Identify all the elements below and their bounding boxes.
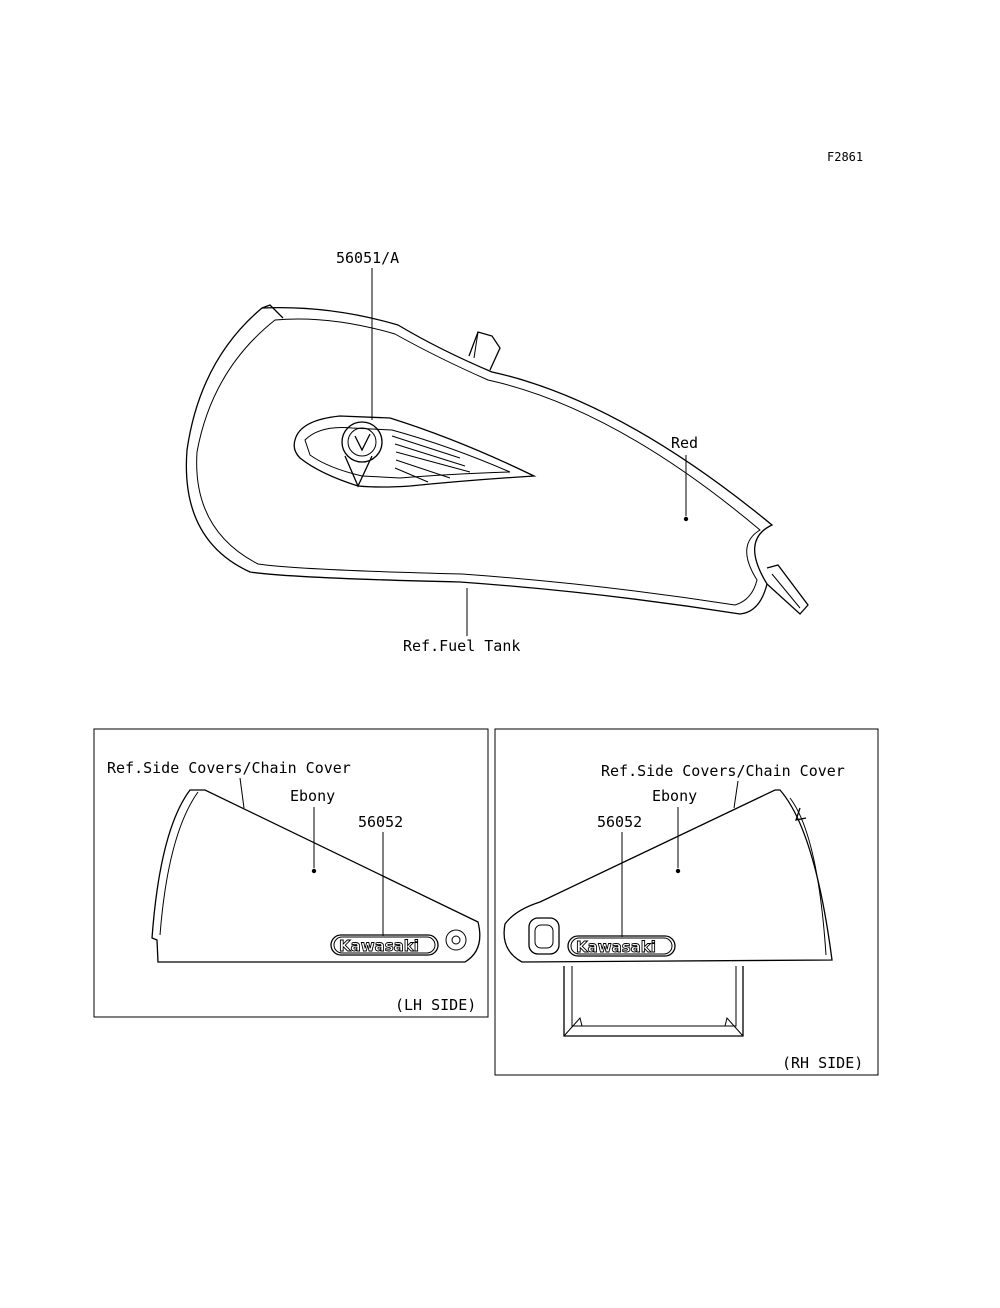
- figure-code: F2861: [827, 150, 864, 164]
- tank-color-label: Red: [671, 434, 699, 452]
- tank-part-number: 56051/A: [336, 249, 400, 267]
- lh-color-label: Ebony: [290, 787, 336, 805]
- rh-reference-label: Ref.Side Covers/Chain Cover: [601, 762, 845, 780]
- lh-side-label: (LH SIDE): [395, 996, 477, 1014]
- rh-side-label: (RH SIDE): [782, 1054, 864, 1072]
- tank-emblem-illustration: [294, 416, 534, 487]
- lh-color-dot: [312, 869, 316, 873]
- lh-kawasaki-logo: Kawasaki: [339, 937, 419, 955]
- rh-color-dot: [676, 869, 680, 873]
- rh-kawasaki-logo: Kawasaki: [576, 938, 656, 956]
- rh-part-number: 56052: [597, 813, 643, 831]
- tank-color-dot: [684, 517, 688, 521]
- lh-side-cover-illustration: [152, 790, 480, 962]
- rh-reference-leader: [734, 781, 738, 808]
- tank-reference-label: Ref.Fuel Tank: [403, 637, 521, 655]
- rh-side-cover-illustration: [504, 790, 832, 1036]
- lh-reference-label: Ref.Side Covers/Chain Cover: [107, 759, 351, 777]
- lh-reference-leader: [240, 778, 244, 808]
- rh-color-label: Ebony: [652, 787, 698, 805]
- lh-part-number: 56052: [358, 813, 404, 831]
